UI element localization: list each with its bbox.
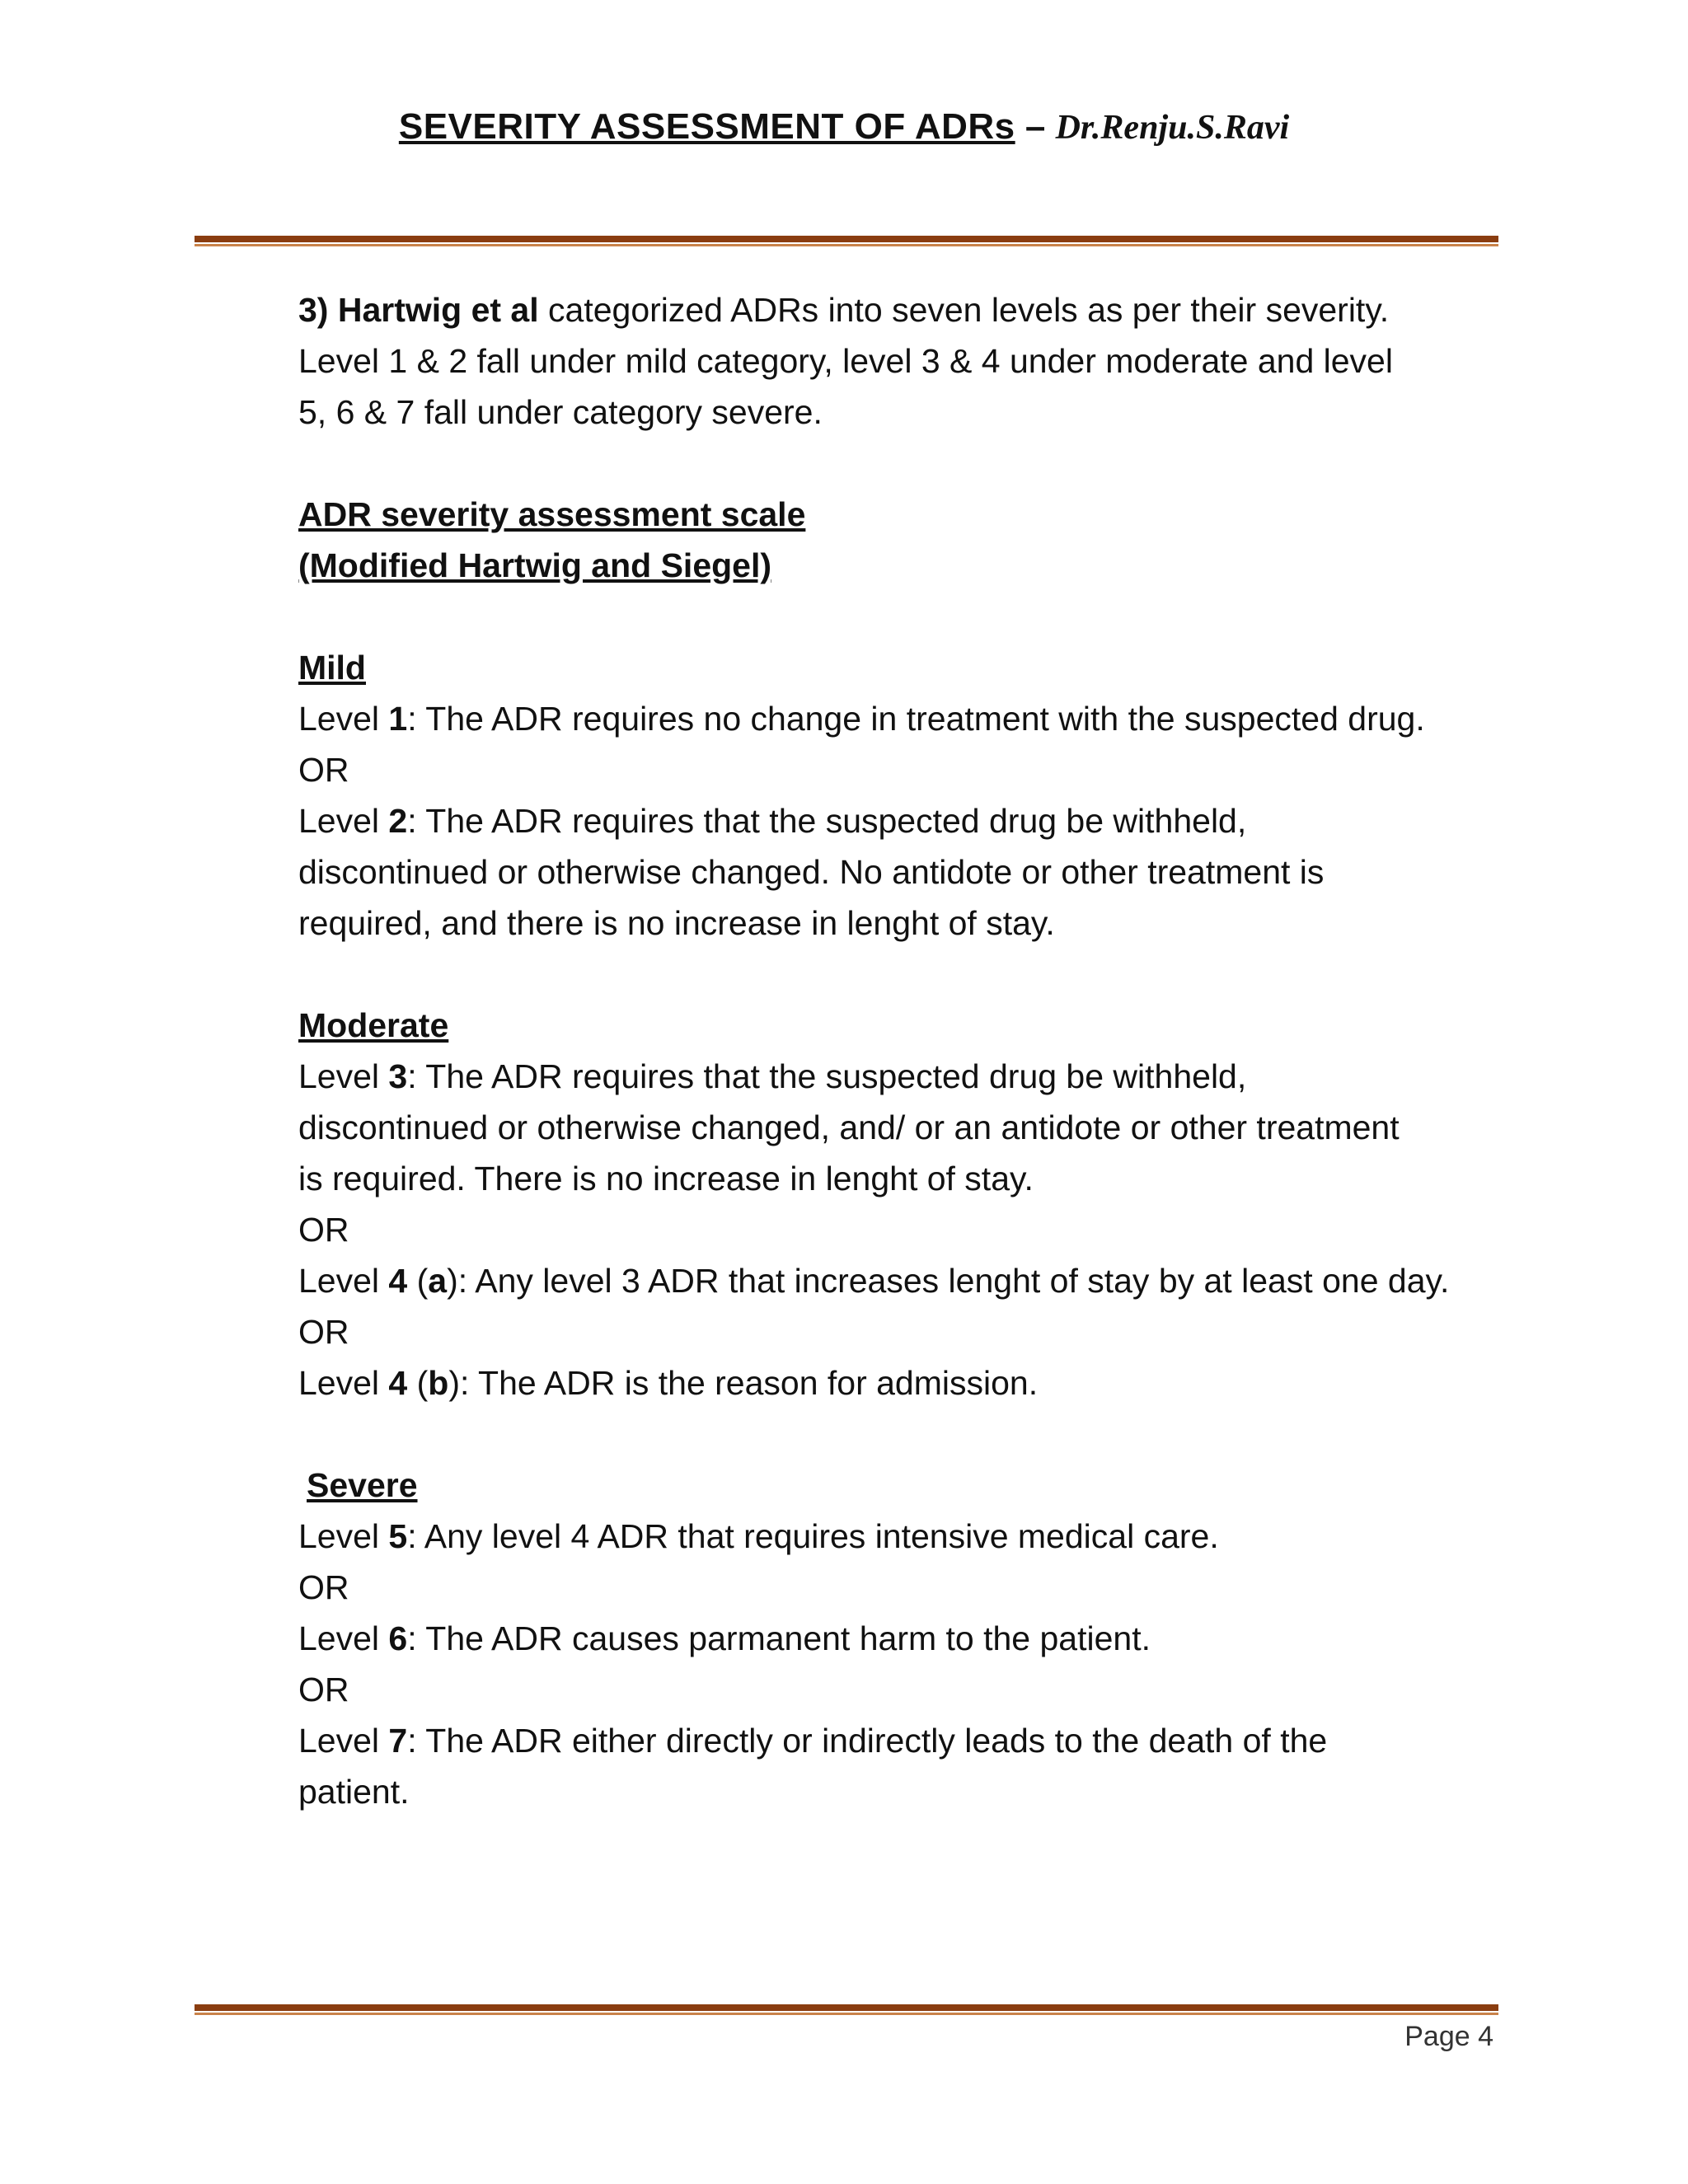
header-divider	[195, 236, 1498, 246]
intro-text: categorized ADRs into seven levels as per their severity.	[538, 291, 1390, 329]
level-1-item: Level 1: The ADR requires no change in treatment with the suspected drug.	[298, 700, 1425, 738]
or-separator: OR	[298, 751, 349, 789]
level-4a-item: Level 4 (a): Any level 3 ADR that increases lenght of stay by at least one day.	[298, 1262, 1450, 1300]
level-6-item: Level 6: The ADR causes parmanent harm to the patient.	[298, 1619, 1151, 1657]
intro-line-2: Level 1 & 2 fall under mild category, level 3 & 4 under moderate and level	[298, 342, 1393, 380]
level-7-item: Level 7: The ADR either directly or indirectly leads to the death of the patient.	[298, 1722, 1328, 1811]
or-separator: OR	[298, 1568, 349, 1606]
scale-title: ADR severity assessment scale	[298, 495, 806, 533]
level-4b-item: Level 4 (b): The ADR is the reason for admission.	[298, 1364, 1039, 1402]
document-title: SEVERITY ASSESSMENT OF ADRs	[398, 106, 1015, 147]
level-3-item: Level 3: The ADR requires that the suspected drug be withheld, discontinued or otherwise changed, and/ or an antidote or other treatment is required. There is no increase in lenght of stay.	[298, 1057, 1400, 1197]
intro-label: 3) Hartwig et al	[298, 291, 539, 329]
title-dash: –	[1015, 106, 1056, 147]
author-name: Dr.Renju.S.Ravi	[1055, 109, 1290, 147]
intro-paragraph	[298, 284, 1502, 438]
scale-subtitle: (Modified Hartwig and Siegel)	[298, 546, 772, 584]
level-2-item: Level 2: The ADR requires that the suspected drug be withheld, discontinued or otherwise changed. No antidote or other treatment is required, and there is no increase in lenght of stay.	[298, 802, 1325, 942]
section-heading-moderate: Moderate	[298, 1006, 449, 1044]
section-severe	[298, 1460, 1502, 1817]
page-header	[0, 102, 1688, 152]
or-separator: OR	[298, 1211, 349, 1249]
section-mild	[298, 642, 1502, 949]
scale-title-block	[298, 489, 1502, 591]
section-heading-mild: Mild	[298, 649, 366, 687]
or-separator: OR	[298, 1671, 349, 1708]
footer-divider	[195, 2004, 1498, 2015]
or-separator: OR	[298, 1313, 349, 1351]
section-moderate	[298, 1000, 1502, 1408]
page-number: Page 4	[1404, 2021, 1493, 2052]
section-heading-severe: Severe	[307, 1466, 418, 1504]
level-5-item: Level 5: Any level 4 ADR that requires intensive medical care.	[298, 1517, 1219, 1555]
intro-line-3: 5, 6 & 7 fall under category severe.	[298, 393, 823, 431]
document-body	[298, 284, 1502, 1817]
